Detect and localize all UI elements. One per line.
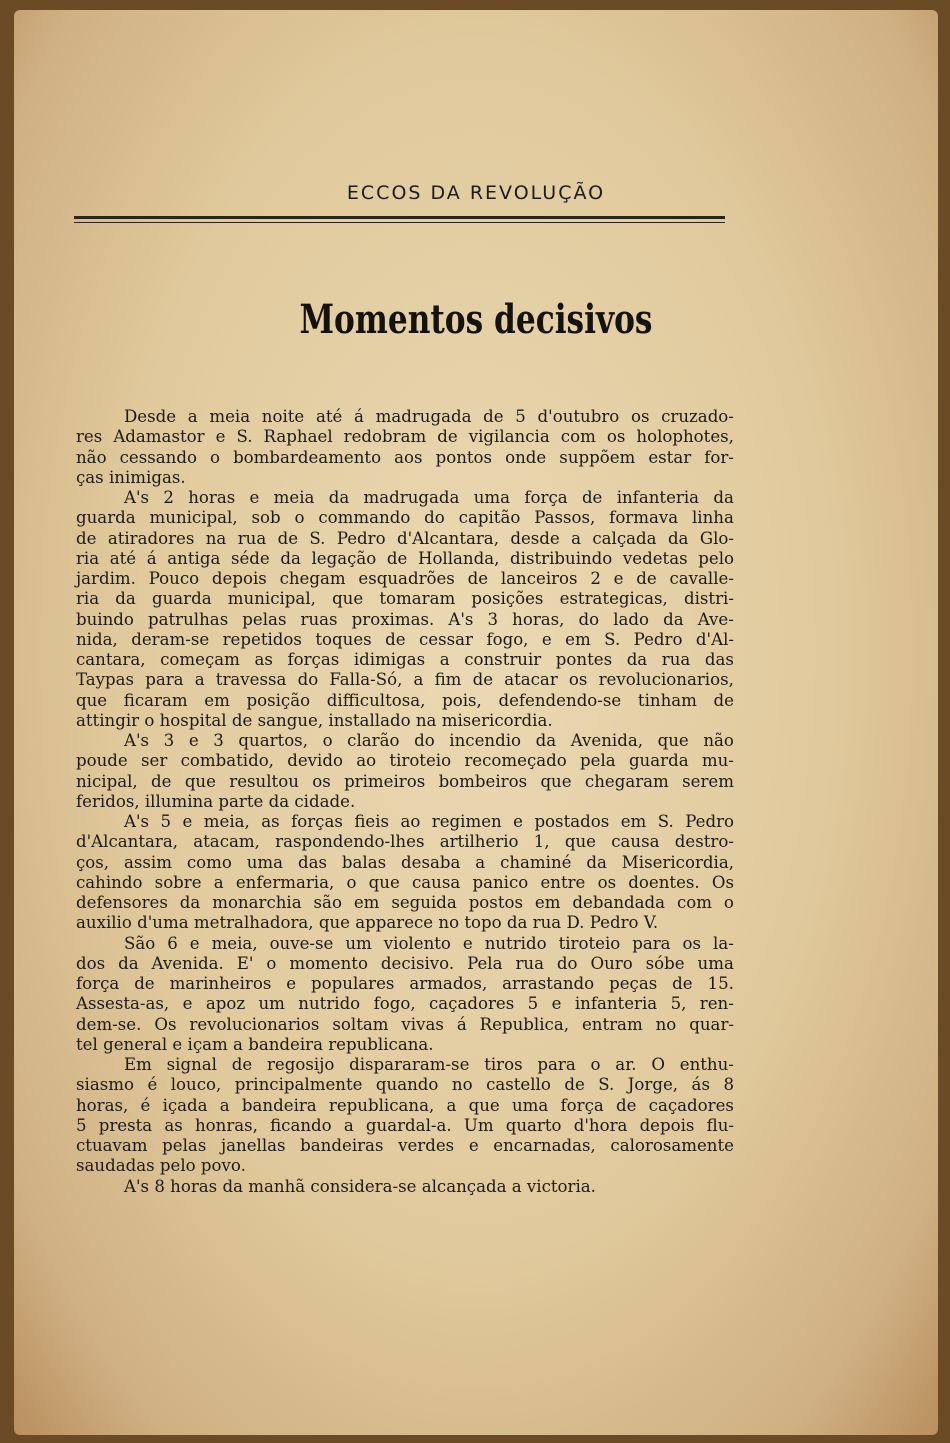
- paragraph: [76, 488, 734, 731]
- text-line: ços, assim como uma das balas desaba a chaminé da Misericordia,: [76, 852, 734, 872]
- text-line: d'Alcantara, atacam, raspondendo-lhes artilherio 1, que causa destro-: [76, 832, 734, 852]
- article-title: Momentos decisivos: [299, 296, 653, 343]
- text-line: Em signal de regosijo dispararam-se tiros para o ar. O enthu-: [124, 1055, 734, 1074]
- running-header: ECCOS DA REVOLUÇÃO: [346, 182, 606, 204]
- text-line: nicipal, de que resultou os primeiros bombeiros que chegaram serem: [76, 771, 734, 791]
- text-line: A's 8 horas da manhã considera-se alcançada a victoria.: [124, 1176, 596, 1196]
- header-rule-thick: [74, 216, 725, 219]
- text-line: força de marinheiros e populares armados, arrastando peças de 15.: [76, 974, 734, 993]
- text-line: São 6 e meia, ouve-se um violento e nutrido tiroteio para os la-: [124, 933, 734, 953]
- text-line: jardim. Pouco depois chegam esquadrões de lanceiros 2 e de cavalle-: [76, 569, 734, 588]
- text-line: de atiradores na rua de S. Pedro d'Alcantara, desde a calçada da Glo-: [76, 528, 734, 548]
- paragraph: [76, 1177, 734, 1197]
- text-line: cahindo sobre a enfermaria, o que causa panico entre os doentes. Os: [76, 872, 734, 892]
- text-line: res Adamastor e S. Raphael redobram de vigilancia com os holophotes,: [76, 427, 734, 447]
- paragraph: [76, 934, 734, 1056]
- text-line: Desde a meia noite até á madrugada de 5 d'outubro os cruzado-: [124, 407, 734, 426]
- text-line: cantara, começam as forças idimigas a construir pontes da rua das: [76, 650, 734, 669]
- text-line: attingir o hospital de sangue, installado na misericordia.: [76, 710, 553, 730]
- text-line: A's 2 horas e meia da madrugada uma força de infanteria da: [124, 488, 734, 507]
- text-line: ctuavam pelas janellas bandeiras verdes e encarnadas, calorosamente: [76, 1136, 734, 1155]
- text-line: dos da Avenida. E' o momento decisivo. Pela rua do Ouro sóbe uma: [76, 953, 734, 973]
- page-sheet: [14, 10, 938, 1435]
- text-line: ças inimigas.: [76, 467, 186, 487]
- text-line: saudadas pelo povo.: [76, 1156, 246, 1176]
- text-line: feridos, illumina parte da cidade.: [76, 791, 356, 811]
- text-line: tel general e içam a bandeira republicana.: [76, 1034, 434, 1054]
- text-line: buindo patrulhas pelas ruas proximas. A's 3 horas, do lado da Ave-: [76, 609, 734, 629]
- header-rule-thin: [74, 222, 725, 223]
- text-line: guarda municipal, sob o commando do capitão Passos, formava linha: [76, 508, 734, 528]
- text-line: horas, é içada a bandeira republicana, a que uma força de caçadores: [76, 1095, 734, 1115]
- text-line: ria da guarda municipal, que tomaram posições estrategicas, distri-: [76, 589, 734, 609]
- text-line: defensores da monarchia são em seguida postos em debandada com o: [76, 893, 734, 912]
- paragraph: [76, 1055, 734, 1177]
- text-line: poude ser combatido, devido ao tiroteio recomeçado pela guarda mu-: [76, 751, 734, 771]
- text-line: Taypas para a travessa do Falla-Só, a fim de atacar os revolucionarios,: [76, 670, 734, 690]
- paragraph: [76, 407, 734, 488]
- text-line: Assesta-as, e apoz um nutrido fogo, caçadores 5 e infanteria 5, ren-: [76, 994, 734, 1014]
- paragraph: [76, 731, 734, 812]
- text-line: auxilio d'uma metralhadora, que apparece no topo da rua D. Pedro V.: [76, 913, 659, 933]
- text-line: A's 3 e 3 quartos, o clarão do incendio da Avenida, que não: [124, 731, 734, 750]
- text-line: que ficaram em posição difficultosa, pois, defendendo-se tinham de: [76, 690, 734, 710]
- article-body: [76, 407, 734, 1197]
- text-line: A's 5 e meia, as forças fieis ao regimen e postados em S. Pedro: [124, 812, 734, 831]
- text-line: siasmo é louco, principalmente quando no castello de S. Jorge, ás 8: [76, 1075, 734, 1095]
- text-line: dem-se. Os revolucionarios soltam vivas á Republica, entram no quar-: [76, 1014, 734, 1034]
- paragraph: [76, 812, 734, 934]
- text-line: não cessando o bombardeamento aos pontos onde suppõem estar for-: [76, 447, 734, 467]
- text-line: 5 presta as honras, ficando a guardal-a. Um quarto d'hora depois flu-: [76, 1115, 734, 1135]
- text-line: ria até á antiga séde da legação de Hollanda, distribuindo vedetas pelo: [76, 548, 734, 568]
- text-line: nida, deram-se repetidos toques de cessar fogo, e em S. Pedro d'Al-: [76, 629, 734, 649]
